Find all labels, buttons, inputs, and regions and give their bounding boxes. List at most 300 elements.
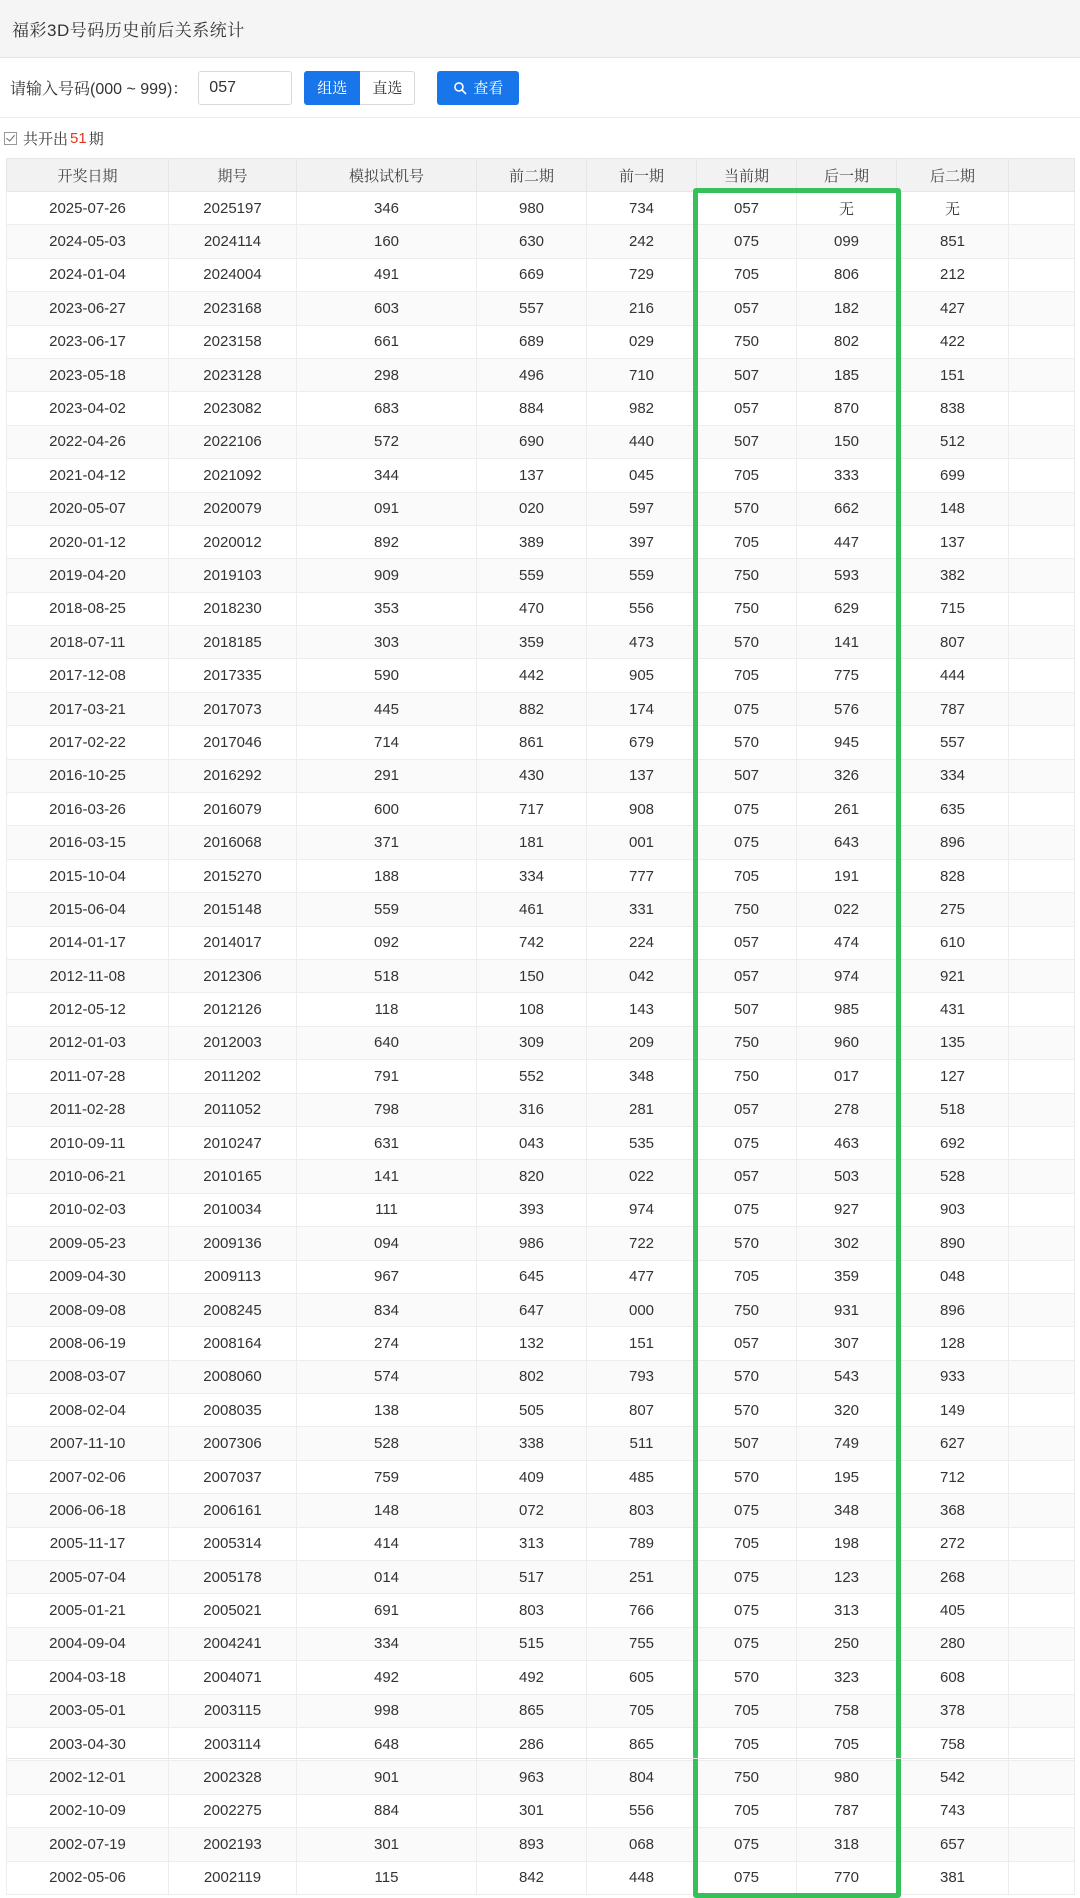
cell-prev2: 132 [477,1327,587,1360]
cell-prev1: 803 [587,1494,697,1527]
cell-prev2: 557 [477,292,587,325]
cell-sim: 492 [297,1661,477,1694]
cell-extra [1009,626,1075,659]
cell-current: 507 [697,1427,797,1460]
cell-sim: 298 [297,358,477,391]
cell-current: 705 [697,258,797,291]
cell-prev2: 461 [477,893,587,926]
cell-next1: 323 [797,1661,897,1694]
cell-prev2: 717 [477,793,587,826]
cell-current: 750 [697,1293,797,1326]
cell-next1: 359 [797,1260,897,1293]
cell-next1: 662 [797,492,897,525]
cell-date: 2006-06-18 [7,1494,169,1527]
cell-sim: 572 [297,425,477,458]
cell-date: 2010-06-21 [7,1160,169,1193]
cell-issue: 2002119 [169,1861,297,1894]
cell-date: 2024-05-03 [7,225,169,258]
cell-next1: 960 [797,1026,897,1059]
cell-issue: 2005021 [169,1594,297,1627]
cell-next2: 137 [897,525,1009,558]
cell-prev1: 281 [587,1093,697,1126]
column-header-prev2: 前二期 [477,159,587,192]
search-icon [453,81,467,95]
cell-next2: 635 [897,793,1009,826]
cell-issue: 2024114 [169,225,297,258]
cell-prev1: 022 [587,1160,697,1193]
cell-next1: 931 [797,1293,897,1326]
cell-prev1: 556 [587,592,697,625]
cell-next1: 806 [797,258,897,291]
cell-extra [1009,1460,1075,1493]
table-row [7,1527,1075,1560]
cell-sim: 014 [297,1561,477,1594]
cell-sim: 640 [297,1026,477,1059]
cell-prev2: 496 [477,358,587,391]
cell-sim: 798 [297,1093,477,1126]
cell-date: 2007-02-06 [7,1460,169,1493]
cell-extra [1009,1060,1075,1093]
cell-date: 2004-03-18 [7,1661,169,1694]
table-row [7,1227,1075,1260]
cell-sim: 661 [297,325,477,358]
mode-button-zuxuan[interactable]: 组选 [304,71,360,105]
cell-extra [1009,325,1075,358]
cell-extra [1009,926,1075,959]
cell-prev1: 908 [587,793,697,826]
cell-date: 2023-06-17 [7,325,169,358]
cell-issue: 2016068 [169,826,297,859]
cell-issue: 2010034 [169,1193,297,1226]
cell-prev2: 043 [477,1126,587,1159]
cell-next2: 610 [897,926,1009,959]
cell-next2: 无 [897,192,1009,225]
cell-date: 2017-02-22 [7,726,169,759]
cell-next2: 715 [897,592,1009,625]
cell-issue: 2017073 [169,692,297,725]
table-row [7,1661,1075,1694]
bottom-divider [6,1758,1074,1759]
cell-next1: 141 [797,626,897,659]
cell-date: 2002-05-06 [7,1861,169,1894]
cell-issue: 2024004 [169,258,297,291]
column-header-sim: 模拟试机号 [297,159,477,192]
summary-suffix: 期 [89,128,104,149]
mode-toggle-group [304,71,415,105]
cell-sim: 590 [297,659,477,692]
table-body [7,192,1075,1895]
table-row [7,1260,1075,1293]
cell-issue: 2015270 [169,859,297,892]
cell-prev1: 710 [587,358,697,391]
cell-next1: 150 [797,425,897,458]
search-button-label: 查看 [473,77,503,98]
cell-issue: 2025197 [169,192,297,225]
cell-prev1: 242 [587,225,697,258]
cell-next2: 657 [897,1828,1009,1861]
cell-issue: 2002275 [169,1794,297,1827]
cell-current: 570 [697,1661,797,1694]
cell-sim: 683 [297,392,477,425]
table-row [7,659,1075,692]
cell-sim: 344 [297,459,477,492]
cell-date: 2011-07-28 [7,1060,169,1093]
cell-extra [1009,1794,1075,1827]
cell-sim: 491 [297,258,477,291]
cell-next2: 268 [897,1561,1009,1594]
cell-issue: 2003115 [169,1694,297,1727]
cell-extra [1009,893,1075,926]
cell-next1: 313 [797,1594,897,1627]
cell-date: 2010-02-03 [7,1193,169,1226]
cell-prev1: 473 [587,626,697,659]
cell-date: 2017-12-08 [7,659,169,692]
cell-issue: 2003114 [169,1727,297,1760]
cell-extra [1009,1193,1075,1226]
table-row [7,1594,1075,1627]
cell-current: 057 [697,1327,797,1360]
cell-issue: 2022106 [169,425,297,458]
cell-current: 057 [697,1093,797,1126]
cell-prev2: 820 [477,1160,587,1193]
cell-date: 2009-04-30 [7,1260,169,1293]
cell-prev1: 209 [587,1026,697,1059]
cell-current: 705 [697,1260,797,1293]
cell-next1: 787 [797,1794,897,1827]
cell-issue: 2008035 [169,1394,297,1427]
cell-date: 2018-08-25 [7,592,169,625]
cell-issue: 2007037 [169,1460,297,1493]
cell-prev1: 485 [587,1460,697,1493]
cell-sim: 528 [297,1427,477,1460]
cell-current: 057 [697,392,797,425]
mode-button-zhixuan[interactable]: 直选 [360,71,415,105]
cell-prev2: 430 [477,759,587,792]
table-row [7,1627,1075,1660]
cell-extra [1009,1093,1075,1126]
table-row [7,1494,1075,1527]
cell-extra [1009,425,1075,458]
cell-sim: 998 [297,1694,477,1727]
cell-extra [1009,1260,1075,1293]
table-row [7,292,1075,325]
cell-prev2: 802 [477,1360,587,1393]
cell-prev1: 397 [587,525,697,558]
cell-prev2: 492 [477,1661,587,1694]
table-row [7,893,1075,926]
cell-next2: 368 [897,1494,1009,1527]
cell-prev1: 597 [587,492,697,525]
cell-issue: 2011202 [169,1060,297,1093]
cell-date: 2012-11-08 [7,959,169,992]
cell-sim: 909 [297,559,477,592]
cell-sim: 414 [297,1527,477,1560]
table-row [7,225,1075,258]
table-row [7,258,1075,291]
cell-current: 750 [697,1060,797,1093]
cell-issue: 2021092 [169,459,297,492]
cell-next1: 576 [797,692,897,725]
cell-prev2: 309 [477,1026,587,1059]
cell-prev1: 722 [587,1227,697,1260]
table-row [7,325,1075,358]
cell-extra [1009,1861,1075,1894]
cell-prev1: 705 [587,1694,697,1727]
cell-current: 075 [697,692,797,725]
table-row [7,1727,1075,1760]
cell-prev2: 893 [477,1828,587,1861]
table-row [7,559,1075,592]
cell-current: 075 [697,1193,797,1226]
cell-next2: 334 [897,759,1009,792]
table-row [7,525,1075,558]
cell-prev1: 029 [587,325,697,358]
cell-date: 2015-06-04 [7,893,169,926]
cell-prev1: 137 [587,759,697,792]
cell-sim: 138 [297,1394,477,1427]
cell-sim: 791 [297,1060,477,1093]
cell-date: 2005-01-21 [7,1594,169,1627]
cell-issue: 2002328 [169,1761,297,1794]
cell-next1: 985 [797,993,897,1026]
cell-next1: 185 [797,358,897,391]
table-row [7,492,1075,525]
cell-prev1: 982 [587,392,697,425]
table-row [7,826,1075,859]
cell-prev1: 734 [587,192,697,225]
cell-prev1: 755 [587,1627,697,1660]
cell-prev1: 766 [587,1594,697,1627]
cell-extra [1009,1327,1075,1360]
cell-next1: 749 [797,1427,897,1460]
cell-sim: 834 [297,1293,477,1326]
cell-date: 2003-04-30 [7,1727,169,1760]
cell-next1: 326 [797,759,897,792]
cell-next2: 787 [897,692,1009,725]
cell-extra [1009,459,1075,492]
cell-current: 075 [697,225,797,258]
cell-date: 2024-01-04 [7,258,169,291]
cell-prev1: 804 [587,1761,697,1794]
table-row [7,759,1075,792]
cell-current: 705 [697,859,797,892]
cell-date: 2012-01-03 [7,1026,169,1059]
cell-current: 075 [697,1627,797,1660]
cell-prev2: 559 [477,559,587,592]
cell-issue: 2020079 [169,492,297,525]
cell-sim: 518 [297,959,477,992]
cell-next2: 381 [897,1861,1009,1894]
cell-date: 2016-10-25 [7,759,169,792]
cell-prev1: 224 [587,926,697,959]
search-button[interactable] [437,71,519,105]
cell-current: 507 [697,993,797,1026]
cell-prev1: 068 [587,1828,697,1861]
page-title: 福彩3D号码历史前后关系统计 [12,16,245,41]
cell-prev2: 742 [477,926,587,959]
cell-current: 705 [697,459,797,492]
table-row [7,358,1075,391]
cell-prev2: 645 [477,1260,587,1293]
cell-sim: 118 [297,993,477,1026]
cell-next1: 974 [797,959,897,992]
cell-next2: 712 [897,1460,1009,1493]
cell-next2: 427 [897,292,1009,325]
cell-sim: 094 [297,1227,477,1260]
summary-bar [0,118,1080,158]
cell-current: 570 [697,726,797,759]
cell-issue: 2023082 [169,392,297,425]
cell-prev2: 409 [477,1460,587,1493]
cell-current: 705 [697,1694,797,1727]
cell-extra [1009,759,1075,792]
table-row [7,1460,1075,1493]
cell-prev2: 552 [477,1060,587,1093]
cell-next2: 933 [897,1360,1009,1393]
cell-extra [1009,1126,1075,1159]
cell-next1: 320 [797,1394,897,1427]
cell-prev2: 470 [477,592,587,625]
cell-next1: 348 [797,1494,897,1527]
cell-prev1: 251 [587,1561,697,1594]
cell-prev1: 216 [587,292,697,325]
cell-prev2: 842 [477,1861,587,1894]
cell-issue: 2009136 [169,1227,297,1260]
cell-extra [1009,358,1075,391]
cell-prev2: 980 [477,192,587,225]
cell-extra [1009,192,1075,225]
cell-next2: 699 [897,459,1009,492]
cell-date: 2008-09-08 [7,1293,169,1326]
cell-next2: 444 [897,659,1009,692]
cell-extra [1009,1761,1075,1794]
cell-next2: 382 [897,559,1009,592]
cell-extra [1009,1026,1075,1059]
cell-date: 2005-11-17 [7,1527,169,1560]
cell-next1: 705 [797,1727,897,1760]
table-row [7,425,1075,458]
cell-prev1: 905 [587,659,697,692]
cell-next2: 151 [897,358,1009,391]
cell-next2: 692 [897,1126,1009,1159]
cell-issue: 2011052 [169,1093,297,1126]
cell-next1: 198 [797,1527,897,1560]
cell-prev1: 777 [587,859,697,892]
cell-sim: 301 [297,1828,477,1861]
cell-issue: 2018185 [169,626,297,659]
number-input[interactable] [198,71,292,105]
cell-extra [1009,225,1075,258]
cell-extra [1009,826,1075,859]
cell-prev2: 301 [477,1794,587,1827]
cell-extra [1009,1394,1075,1427]
cell-issue: 2020012 [169,525,297,558]
cell-current: 057 [697,1160,797,1193]
cell-prev2: 442 [477,659,587,692]
cell-sim: 445 [297,692,477,725]
cell-next1: 261 [797,793,897,826]
cell-sim: 303 [297,626,477,659]
table-row [7,1293,1075,1326]
cell-sim: 274 [297,1327,477,1360]
cell-sim: 759 [297,1460,477,1493]
cell-current: 570 [697,1227,797,1260]
column-header-next1: 后一期 [797,159,897,192]
cell-extra [1009,492,1075,525]
cell-prev1: 001 [587,826,697,859]
cell-next2: 518 [897,1093,1009,1126]
cell-next2: 743 [897,1794,1009,1827]
cell-extra [1009,859,1075,892]
cell-sim: 111 [297,1193,477,1226]
cell-prev1: 679 [587,726,697,759]
cell-extra [1009,292,1075,325]
table-row [7,1561,1075,1594]
cell-next2: 838 [897,392,1009,425]
cell-prev2: 861 [477,726,587,759]
cell-next2: 627 [897,1427,1009,1460]
cell-date: 2025-07-26 [7,192,169,225]
column-header-extra [1009,159,1075,192]
cell-next2: 378 [897,1694,1009,1727]
cell-prev1: 042 [587,959,697,992]
cell-sim: 188 [297,859,477,892]
cell-date: 2016-03-15 [7,826,169,859]
cell-issue: 2009113 [169,1260,297,1293]
cell-next2: 557 [897,726,1009,759]
cell-date: 2023-06-27 [7,292,169,325]
cell-prev2: 072 [477,1494,587,1527]
cell-sim: 967 [297,1260,477,1293]
cell-extra [1009,392,1075,425]
column-header-prev1: 前一期 [587,159,697,192]
summary-checkbox[interactable] [4,132,17,145]
cell-next2: 890 [897,1227,1009,1260]
cell-current: 075 [697,826,797,859]
cell-date: 2002-07-19 [7,1828,169,1861]
cell-prev2: 865 [477,1694,587,1727]
cell-prev2: 515 [477,1627,587,1660]
table-row [7,1828,1075,1861]
cell-next1: 278 [797,1093,897,1126]
cell-sim: 353 [297,592,477,625]
cell-next2: 851 [897,225,1009,258]
cell-prev1: 793 [587,1360,697,1393]
cell-next2: 149 [897,1394,1009,1427]
cell-date: 2016-03-26 [7,793,169,826]
cell-sim: 892 [297,525,477,558]
cell-prev1: 556 [587,1794,697,1827]
cell-issue: 2019103 [169,559,297,592]
cell-next2: 280 [897,1627,1009,1660]
cell-issue: 2005314 [169,1527,297,1560]
table-row [7,959,1075,992]
cell-prev2: 630 [477,225,587,258]
cell-sim: 092 [297,926,477,959]
cell-date: 2020-05-07 [7,492,169,525]
cell-extra [1009,559,1075,592]
cell-prev2: 884 [477,392,587,425]
cell-date: 2014-01-17 [7,926,169,959]
cell-current: 057 [697,959,797,992]
cell-issue: 2016292 [169,759,297,792]
cell-current: 750 [697,1026,797,1059]
cell-prev1: 143 [587,993,697,1026]
cell-prev1: 151 [587,1327,697,1360]
cell-current: 057 [697,926,797,959]
cell-current: 507 [697,425,797,458]
cell-sim: 648 [297,1727,477,1760]
